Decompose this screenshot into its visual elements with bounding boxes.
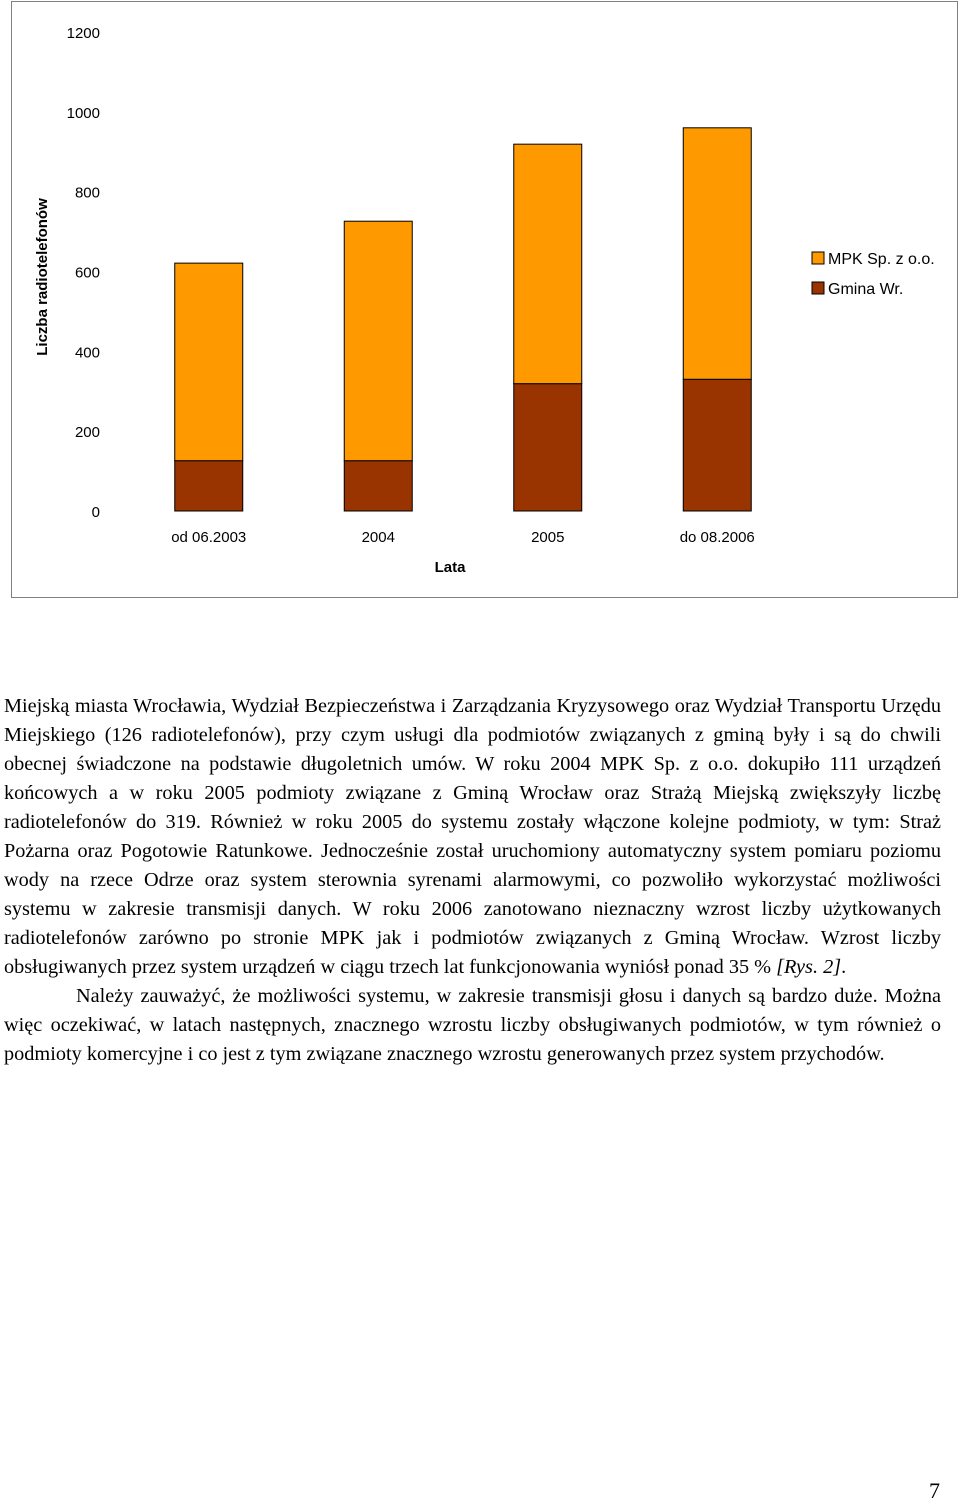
x-tick-label: 2004	[361, 529, 395, 546]
x-tick-label: 2005	[531, 529, 565, 546]
y-tick-label: 0	[91, 504, 100, 521]
y-tick-label: 1200	[66, 25, 100, 42]
bar-segment-mpk	[683, 128, 751, 379]
legend-swatch	[812, 282, 824, 294]
paragraph-2: Należy zauważyć, że możliwości systemu, w zakresie transmisji głosu i danych są bardzo duże. Można więc oczekiwać, w latach następnych, znacznego wzrostu liczby obsługiwanych podmiotów, w tym również o podmioty komercyjne i co jest z tym związane znacznego wzrostu generowanych przez system przychodów.	[4, 985, 941, 1065]
legend	[812, 251, 935, 298]
bar-segment-mpk	[175, 263, 243, 461]
y-axis-title: Liczba radiotelefonów	[34, 198, 51, 356]
paragraph-1-text: Miejską miasta Wrocławia, Wydział Bezpieczeństwa i Zarządzania Kryzysowego oraz Wydział Transportu Urzędu Miejskiego (126 radiotelefonów), przy czym usługi dla podmiotów związanych z gminą były i są do chwili obecnej świadczone na podstawie długoletnich umów. W roku 2004 MPK Sp. z o.o. dokupiło 111 urządzeń końcowych a w roku 2005 podmioty związane z Gminą Wrocław oraz Strażą Miejską zwiększyły liczbę radiotelefonów do 319. Również w roku 2005 do systemu zostały włączone kolejne podmioty, w tym: Straż Pożarna oraz Pogotowie Ratunkowe. Jednocześnie został uruchomiony automatyczny system pomiaru poziomu wody na rzece Odrze oraz system sterownia syrenami alarmowymi, co pozwoliło wykorzystać możliwości systemu w zakresie transmisji danych. W roku 2006 zanotowano nieznaczny wzrost liczby użytkowanych radiotelefonów zarówno po stronie MPK jak i podmiotów związanych z Gminą Wrocław. Wzrost liczby obsługiwanych przez system urządzeń w ciągu trzech lat funkcjonowania wyniósł ponad 35 %	[4, 695, 941, 978]
chart-frame	[11, 1, 958, 598]
paragraph-1	[4, 692, 941, 982]
bar-segment-mpk	[514, 144, 582, 384]
y-tick-label: 400	[74, 344, 100, 362]
legend-swatch	[812, 252, 824, 264]
stacked-bar-chart	[12, 2, 959, 599]
page-number: 7	[929, 1478, 940, 1503]
x-axis-title: Lata	[434, 559, 466, 576]
x-tick-label: do 08.2006	[679, 529, 755, 546]
bar-segment-gmina	[344, 461, 412, 511]
figure-reference: [Rys. 2]	[776, 956, 842, 978]
x-tick-label: od 06.2003	[171, 529, 247, 546]
legend-label: Gmina Wr.	[828, 281, 904, 298]
y-tick-label: 600	[74, 264, 100, 282]
y-tick-label: 1000	[66, 104, 100, 122]
bar-segment-gmina	[175, 461, 243, 511]
y-tick-label: 200	[74, 424, 100, 442]
legend-label: MPK Sp. z o.o.	[828, 251, 935, 268]
bar-segment-gmina	[514, 384, 582, 511]
paragraph-1-end: .	[841, 956, 847, 978]
body-text	[4, 692, 941, 1069]
bar-segment-mpk	[344, 221, 412, 461]
y-tick-label: 800	[74, 184, 100, 202]
bar-segment-gmina	[683, 379, 751, 511]
